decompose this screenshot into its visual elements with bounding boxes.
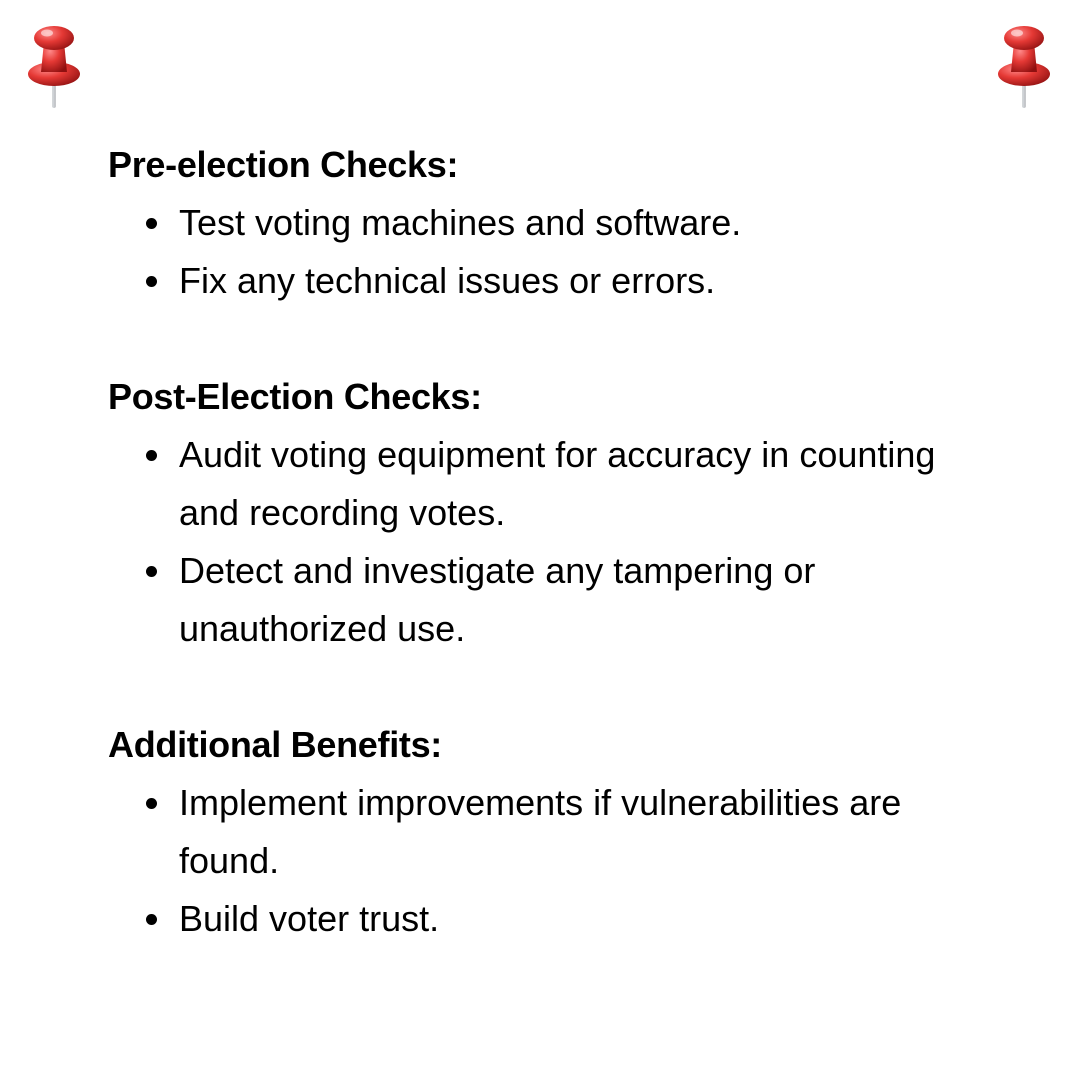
list-item-text: Fix any technical issues or errors. — [179, 260, 716, 301]
pushpin-icon — [996, 22, 1052, 110]
section-post-election — [108, 368, 1008, 658]
bullet-dot-icon — [146, 914, 157, 925]
list-item-text: Audit voting equipment for accuracy in counting and recording votes. — [179, 434, 936, 533]
list-item-text: Build voter trust. — [179, 898, 440, 939]
checklist-content — [108, 136, 1008, 1006]
list-item — [108, 426, 969, 542]
list-item — [108, 542, 969, 658]
bullet-list — [108, 426, 1008, 658]
bullet-dot-icon — [146, 450, 157, 461]
list-item — [108, 890, 969, 948]
section-additional-benefits — [108, 716, 1008, 948]
list-item — [108, 252, 969, 310]
section-heading: Post-Election Checks: — [108, 376, 482, 417]
bullet-dot-icon — [146, 218, 157, 229]
list-item-text: Test voting machines and software. — [179, 202, 742, 243]
section-heading: Additional Benefits: — [108, 724, 442, 765]
pushpin-icon — [26, 22, 82, 110]
list-item-text: Implement improvements if vulnerabilities are found. — [179, 782, 902, 881]
bullet-dot-icon — [146, 276, 157, 287]
list-item — [108, 194, 969, 252]
bullet-list — [108, 774, 1008, 948]
section-pre-election — [108, 136, 1008, 310]
bullet-dot-icon — [146, 798, 157, 809]
bullet-list — [108, 194, 1008, 310]
list-item-text: Detect and investigate any tampering or unauthorized use. — [179, 550, 816, 649]
list-item — [108, 774, 969, 890]
section-heading: Pre-election Checks: — [108, 144, 459, 185]
bullet-dot-icon — [146, 566, 157, 577]
